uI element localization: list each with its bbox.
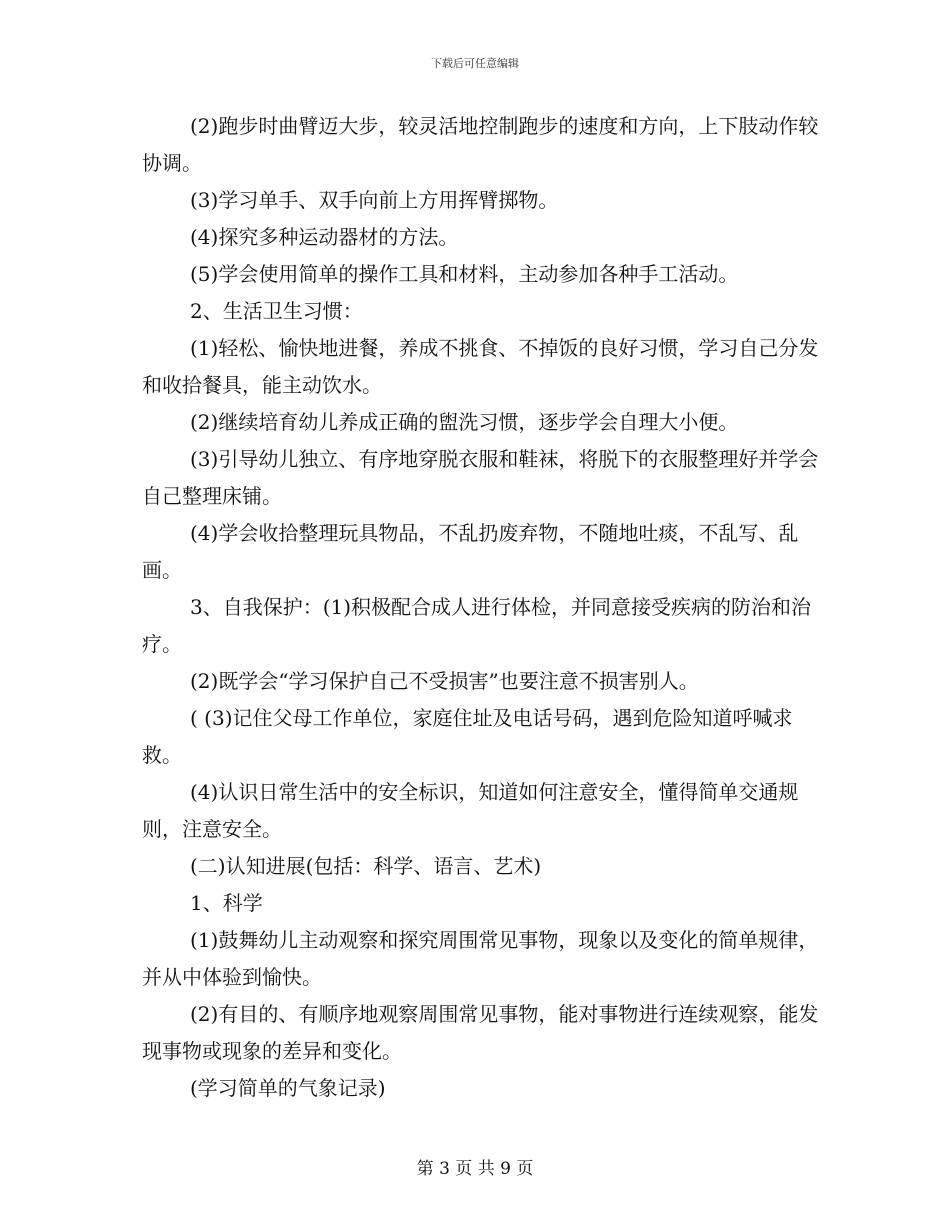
paragraph: (1)轻松、愉快地进餐，养成不挑食、不掉饭的良好习惯，学习自己分发和收拾餐具，能主动饮水。	[142, 336, 819, 397]
page-header: 下载后可任意编辑	[431, 57, 519, 70]
paragraph: (4)探究多种运动器材的方法。	[190, 225, 459, 249]
paragraph: 3、自我保护：(1)积极配合成人进行体检，并同意接受疾病的防治和治疗。	[142, 595, 812, 656]
section-heading: 2、生活卫生习惯：	[190, 299, 363, 323]
paragraph: (3)引导幼儿独立、有序地穿脱衣服和鞋袜，将脱下的衣服整理好并学会自己整理床铺。	[142, 447, 819, 508]
section-heading: 1、科学	[190, 891, 263, 915]
paragraph: (5)学会使用简单的操作工具和材料，主动参加各种手工活动。	[190, 262, 739, 286]
paragraph: (3)学习单手、双手向前上方用挥臂掷物。	[190, 188, 559, 212]
paragraph: ( (3)记住父母工作单位，家庭住址及电话号码，遇到危险知道呼喊求救。	[142, 706, 793, 767]
paragraph: (4)学会收拾整理玩具物品，不乱扔废弃物，不随地吐痰，不乱写、乱画。	[142, 521, 799, 582]
paragraph: (1)鼓舞幼儿主动观察和探究周围常见事物，现象以及变化的简单规律，并从中体验到愉快。	[142, 928, 819, 989]
paragraph: (2)继续培育幼儿养成正确的盥洗习惯，逐步学会自理大小便。	[190, 410, 739, 434]
paragraph: (4)认识日常生活中的安全标识，知道如何注意安全，懂得简单交通规则，注意安全。	[142, 780, 799, 841]
paragraph: (2)有目的、有顺序地观察周围常见事物，能对事物进行连续观察，能发现事物或现象的差异和变化。	[142, 1002, 819, 1063]
document-body	[142, 108, 822, 1107]
paragraph: (2)既学会“学习保护自己不受损害”也要注意不损害别人。	[190, 669, 699, 693]
paragraph: (2)跑步时曲臂迈大步，较灵活地控制跑步的速度和方向，上下肢动作较协调。	[142, 114, 819, 175]
section-heading: (二)认知进展(包括：科学、语言、艺术)	[190, 854, 542, 878]
page-number: 第 3 页 共 9 页	[416, 1159, 534, 1179]
paragraph: (学习简单的气象记录)	[190, 1076, 386, 1100]
